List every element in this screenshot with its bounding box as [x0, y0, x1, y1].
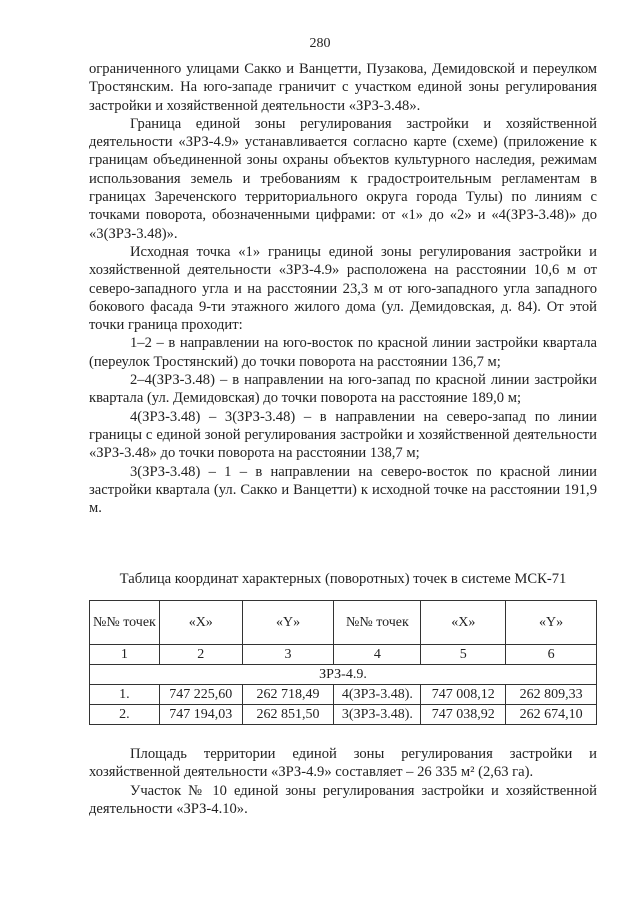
paragraph-segment-2-4: 2–4(ЗРЗ-3.48) – в направлении на юго-запад по красной линии застройки квартала (ул. Демидовская) до точки поворота на расстояние 189,0 м;: [89, 372, 597, 407]
zone-label-row: [90, 665, 597, 685]
column-number-cell: 4: [334, 645, 421, 665]
table-cell: 262 809,33: [506, 685, 597, 705]
header-cell: «Y»: [506, 601, 597, 645]
table-cell: 747 008,12: [421, 685, 506, 705]
table-caption: Таблица координат характерных (поворотных) точек в системе МСК-71: [119, 571, 567, 587]
table-header-row: [90, 601, 597, 645]
table-row: [90, 685, 597, 705]
header-cell: «X»: [159, 601, 242, 645]
zone-label-cell: ЗРЗ-4.9.: [90, 665, 597, 685]
paragraph-area: Площадь территории единой зоны регулирования застройки и хозяйственной деятельности «ЗРЗ-4.9» составляет – 26 335 м² (2,63 га).: [89, 746, 597, 781]
paragraph-continuation: ограниченного улицами Сакко и Ванцетти, Пузакова, Демидовской и переулком Тростянским. На юго-западе граничит с участком единой зоны регулирования застройки и хозяйственной деятельности «ЗРЗ-3.48».: [89, 61, 597, 114]
post-table-text: [89, 745, 597, 818]
header-cell: №№ точек: [90, 601, 160, 645]
paragraph-boundary: Граница единой зоны регулирования застройки и хозяйственной деятельности «ЗРЗ-4.9» устанавливается согласно карте (схеме) (приложение к границам объединенной зоны охраны объектов культурного наследия, режимам использования земель и требованиям к градостроительным регламентам в границах Зареченского территориального округа города Тулы) по линиям с точками поворота, обозначенными цифрами: от «1» до «2» и «4(ЗРЗ-3.48)» до «3(ЗРЗ-3.48)».: [89, 115, 597, 242]
column-number-cell: 6: [506, 645, 597, 665]
table-cell: 262 718,49: [242, 685, 334, 705]
table-cell: 262 851,50: [242, 705, 334, 725]
paragraph-segment-4-3: 4(ЗРЗ-3.48) – 3(ЗРЗ-3.48) – в направлении на северо-запад по линии границы с единой зоной регулирования застройки и хозяйственной деятельности «ЗРЗ-3.48» до точки поворота на расстоянии 138,7 м;: [89, 408, 597, 462]
paragraph-segment-3-1: 3(ЗРЗ-3.48) – 1 – в направлении на северо-восток по красной линии застройки квартала (ул. Сакко и Ванцетти) к исходной точке на расстоянии 191,9 м.: [89, 463, 597, 517]
header-cell: «X»: [421, 601, 506, 645]
table-cell: 262 674,10: [506, 705, 597, 725]
body-text: [89, 60, 597, 517]
table-cell: 4(ЗРЗ-3.48).: [334, 685, 421, 705]
column-number-cell: 5: [421, 645, 506, 665]
column-number-cell: 1: [90, 645, 160, 665]
header-cell: №№ точек: [334, 601, 421, 645]
column-number-cell: 3: [242, 645, 334, 665]
column-number-cell: 2: [159, 645, 242, 665]
table-cell: 747 194,03: [159, 705, 242, 725]
paragraph-start-point: Исходная точка «1» границы единой зоны регулирования застройки и хозяйственной деятельности «ЗРЗ-4.9» расположена на расстоянии 10,6 м от северо-западного угла и на расстоянии 23,3 м от юго-западного угла западного бокового фасада 9-ти этажного жилого дома (ул. Демидовская, д. 84). От этой точки граница проходит:: [89, 243, 597, 334]
column-number-row: [90, 645, 597, 665]
paragraph-next-section: Участок № 10 единой зоны регулирования застройки и хозяйственной деятельности «ЗРЗ-4.10».: [89, 782, 597, 817]
coordinates-table: [89, 600, 597, 725]
table-cell: 2.: [90, 705, 160, 725]
table-row: [90, 705, 597, 725]
table-cell: 3(ЗРЗ-3.48).: [334, 705, 421, 725]
table-cell: 1.: [90, 685, 160, 705]
paragraph-segment-1-2: 1–2 – в направлении на юго-восток по красной линии застройки квартала (переулок Тростянский) до точки поворота на расстоянии 136,7 м;: [89, 335, 597, 370]
table-cell: 747 038,92: [421, 705, 506, 725]
header-cell: «Y»: [242, 601, 334, 645]
page-number: 280: [309, 36, 331, 51]
table-cell: 747 225,60: [159, 685, 242, 705]
